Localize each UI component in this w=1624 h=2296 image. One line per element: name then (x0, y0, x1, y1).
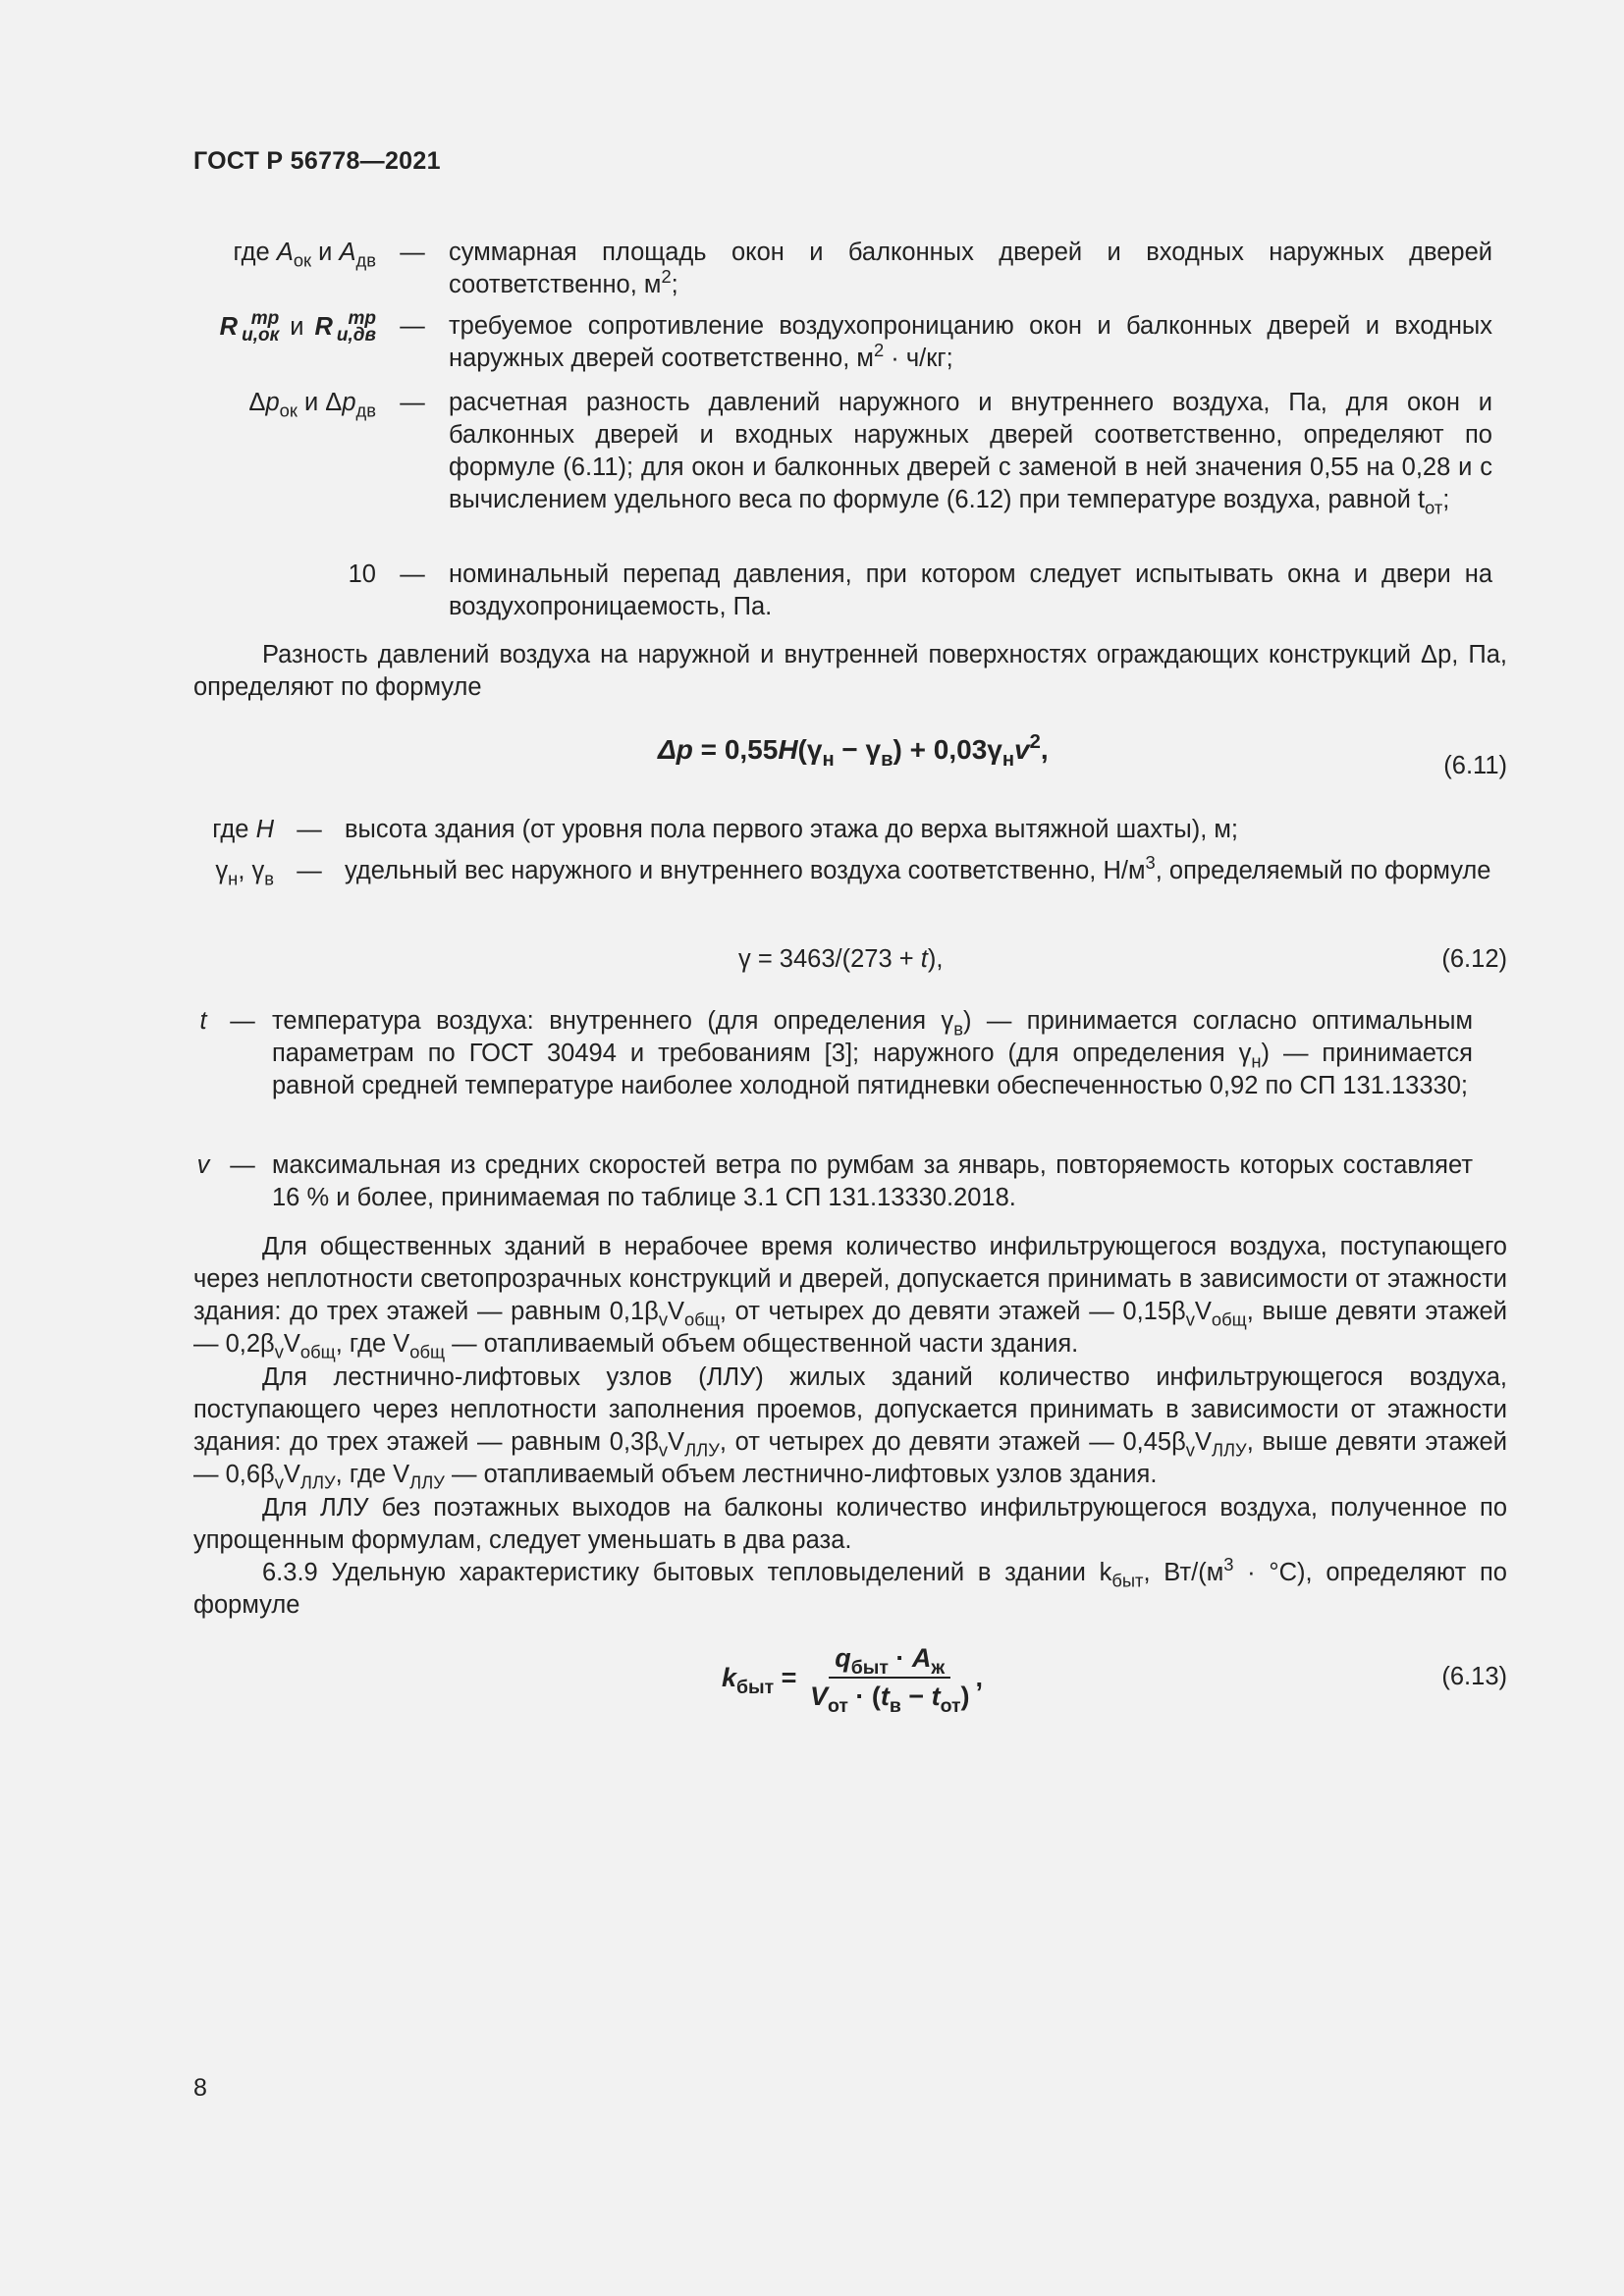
def-dash: — (230, 1151, 255, 1179)
def-item (193, 851, 1493, 889)
def-dash: — (400, 561, 425, 588)
formula-number: (6.12) (1441, 945, 1507, 973)
def-label: 10 (348, 561, 376, 588)
def-label: $\Delta p_{ок}$ и $\Delta p_{дв}$ (248, 389, 376, 421)
formula-6-13: $k_{быт}$ = $\frac{q_{быт} \cdot A_ж}{V_{от} \cdot (t_в - t_{от})}$ , (722, 1643, 984, 1717)
formula-number: (6.13) (1441, 1663, 1507, 1690)
document-header: ГОСТ Р 56778—2021 (193, 147, 441, 175)
def-label: где $A_{ок}$ и $A_{дв}$ (233, 239, 376, 271)
def-text: номинальный перепад давления, при котором следует испытывать окна и двери на воздухопроницаемость, Па. (449, 561, 1492, 620)
def-text: требуемое сопротивление воздухопроницанию окон и балконных дверей и входных наружных дверей соответственно, $м^2 \cdot ч/кг$; (449, 312, 1492, 372)
def-item (193, 559, 1492, 623)
def-item (193, 237, 1492, 301)
paragraph: Для лестнично-лифтовых узлов (ЛЛУ) жилых зданий количество инфильтрующегося воздуха, поступающего через неплотности заполнения проемов, допускается принимать в зависимости от этажности здания: до трех этажей — равным $0,3\beta_vV_{ЛЛУ}$, от четырех до девяти этажей — $0,45\beta_vV_{ЛЛУ}$, выше девяти этажей — $0,6\beta_vV_{ЛЛУ}$, где $V_{ЛЛУ}$ — отапливаемый объем лестнично-лифтовых узлов здания. (193, 1363, 1507, 1493)
def-item (193, 1005, 1473, 1102)
def-item (193, 310, 1492, 375)
formula-number: (6.11) (1443, 752, 1507, 779)
formula-6-12: γ = 3463/(273 + t), (738, 945, 944, 973)
paragraph: Для общественных зданий в нерабочее время количество инфильтрующегося воздуха, поступающего через неплотности светопрозрачных конструкций и дверей, допускается принимать в зависимости от этажности здания: до трех этажей — равным $0,1\beta_vV_{общ}$, от четырех до девяти этажей — $0,15\beta_vV_{общ}$, выше девяти этажей — $0,2\beta_vV_{общ}$, где $V_{общ}$ — отапливаемый объем общественной части здания. (193, 1233, 1507, 1362)
def-dash: — (297, 816, 322, 843)
paragraph: Разность давлений воздуха на наружной и внутренней поверхностях ограждающих конструкций Δp, Па, определяют по формуле (193, 641, 1507, 701)
formula-6-11: $\Delta p = 0,55H(\gamma_н - \gamma_в) + 0,03\gamma_нv^2$, (658, 730, 1049, 772)
def-dash: — (297, 857, 322, 884)
page-number: 8 (193, 2074, 207, 2102)
def-item (193, 1149, 1473, 1214)
def-text: температура воздуха: внутреннего (для определения $\gamma_в$) — принимается согласно оптимальным параметрам по ГОСТ 30494 и требованиям [3]; наружного (для определения $\gamma_н$) — принимается равной средней температуре наиболее холодной пятидневки обеспеченностью 0,92 по СП 131.13330; (272, 1007, 1473, 1099)
def-dash: — (400, 239, 425, 266)
def-text: расчетная разность давлений наружного и внутреннего воздуха, Па, для окон и балконных дверей и входных наружных дверей соответственно, определяют по формуле (6.11); для окон и балконных дверей с заменой в ней значения 0,55 на 0,28 и с вычислением удельного веса по формуле (6.12) при температуре воздуха, равной $t_{от}$; (449, 389, 1492, 518)
def-dash: — (400, 389, 425, 416)
def-text: максимальная из средних скоростей ветра по румбам за январь, повторяемость которых составляет 16 % и более, принимаемая по таблице 3.1 СП 131.13330.2018. (272, 1151, 1473, 1211)
def-dash: — (400, 312, 425, 340)
def-label: v (196, 1151, 210, 1179)
def-label-resistance: R тр и,ок и R тр и,дв (219, 308, 376, 346)
def-text: высота здания (от уровня пола первого этажа до верха вытяжной шахты), м; (345, 816, 1238, 843)
def-dash: — (230, 1007, 255, 1035)
def-text: суммарная площадь окон и балконных дверей и входных наружных дверей соответственно, $м^2$; (449, 239, 1492, 298)
def-item (193, 814, 1493, 846)
paragraph: 6.3.9 Удельную характеристику бытовых тепловыделений в здании $k_{быт}$, $Вт/(м^3 \cdot ^\circ С)$, определяют по формуле (193, 1553, 1507, 1619)
def-label: $\gamma_н$, $\gamma_в$ (215, 857, 274, 889)
def-text: удельный вес наружного и внутреннего воздуха соответственно, $Н/м^3$, определяемый по формуле (345, 851, 1491, 884)
paragraph: Для ЛЛУ без поэтажных выходов на балконы количество инфильтрующегося воздуха, полученное по упрощенным формулам, следует уменьшать в два раза. (193, 1494, 1507, 1554)
def-label: где H (212, 816, 274, 843)
def-label: t (199, 1007, 207, 1035)
def-item (193, 387, 1492, 516)
